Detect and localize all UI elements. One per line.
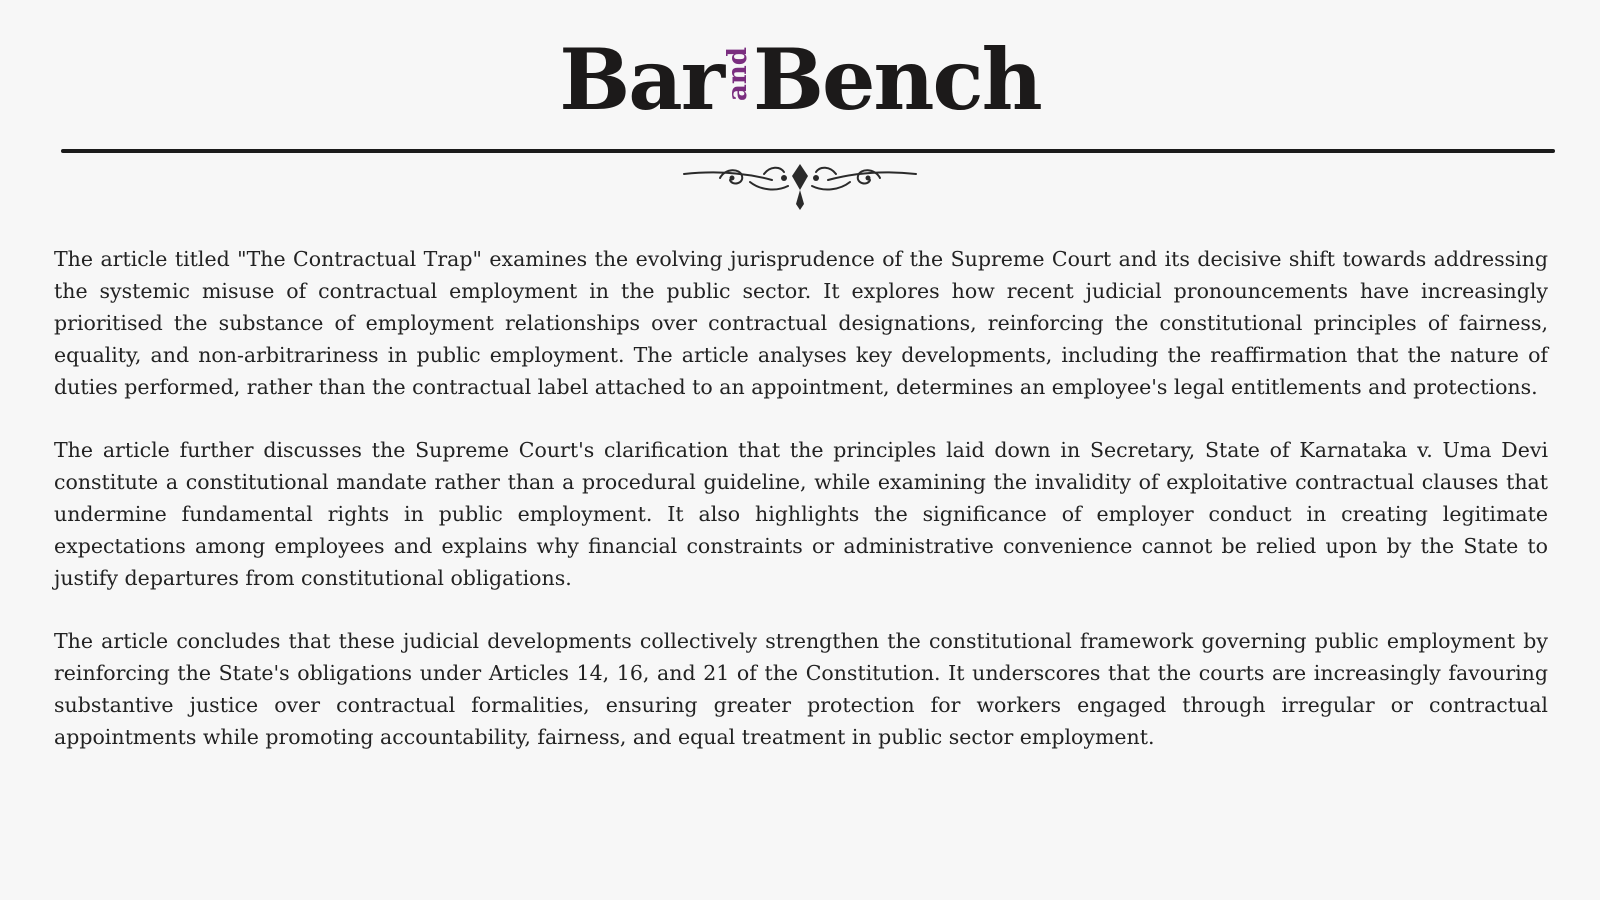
article-paragraph-3: The article concludes that these judicial developments collectively strengthen the constitutional framework governing public employment by reinforcing the State's obligations under Articles 14, 16, and 21 of the Constitution. It underscores that the courts are increasingly favouring substantive justice over contractual formalities, ensuring greater protection for workers engaged through irregular or contractual appointments while promoting accountability, fairness, and equal treatment in public sector employment. <box>54 629 1548 749</box>
article-body <box>54 243 1548 784</box>
bar-and-bench-logo <box>559 30 1041 129</box>
article-paragraph-2: The article further discusses the Supreme Court's clarification that the principles laid down in Secretary, State of Karnataka v. Uma Devi constitute a constitutional mandate rather than a procedural guideline, while examining the invalidity of exploitative contractual clauses that undermine fundamental rights in public employment. It also highlights the significance of employer conduct in creating legitimate expectations among employees and explains why financial constraints or administrative convenience cannot be relied upon by the State to justify departures from constitutional obligations. <box>54 438 1548 590</box>
logo-word-and: and <box>722 47 753 101</box>
article-paragraph-1: The article titled "The Contractual Trap" examines the evolving jurisprudence of the Supreme Court and its decisive shift towards addressing the systemic misuse of contractual employment in the public sector. It explores how recent judicial pronouncements have increasingly prioritised the substance of employment relationships over contractual designations, reinforcing the constitutional principles of fairness, equality, and non-arbitrariness in public employment. The article analyses key developments, including the reaffirmation that the nature of duties performed, rather than the contractual label attached to an appointment, determines an employee's legal entitlements and protections. <box>54 247 1548 399</box>
logo-word-bar: Bar <box>559 30 723 129</box>
logo-word-bench: Bench <box>752 30 1041 129</box>
masthead <box>0 30 1600 130</box>
flourish-ornament-icon <box>680 160 920 212</box>
masthead-divider <box>61 149 1555 153</box>
